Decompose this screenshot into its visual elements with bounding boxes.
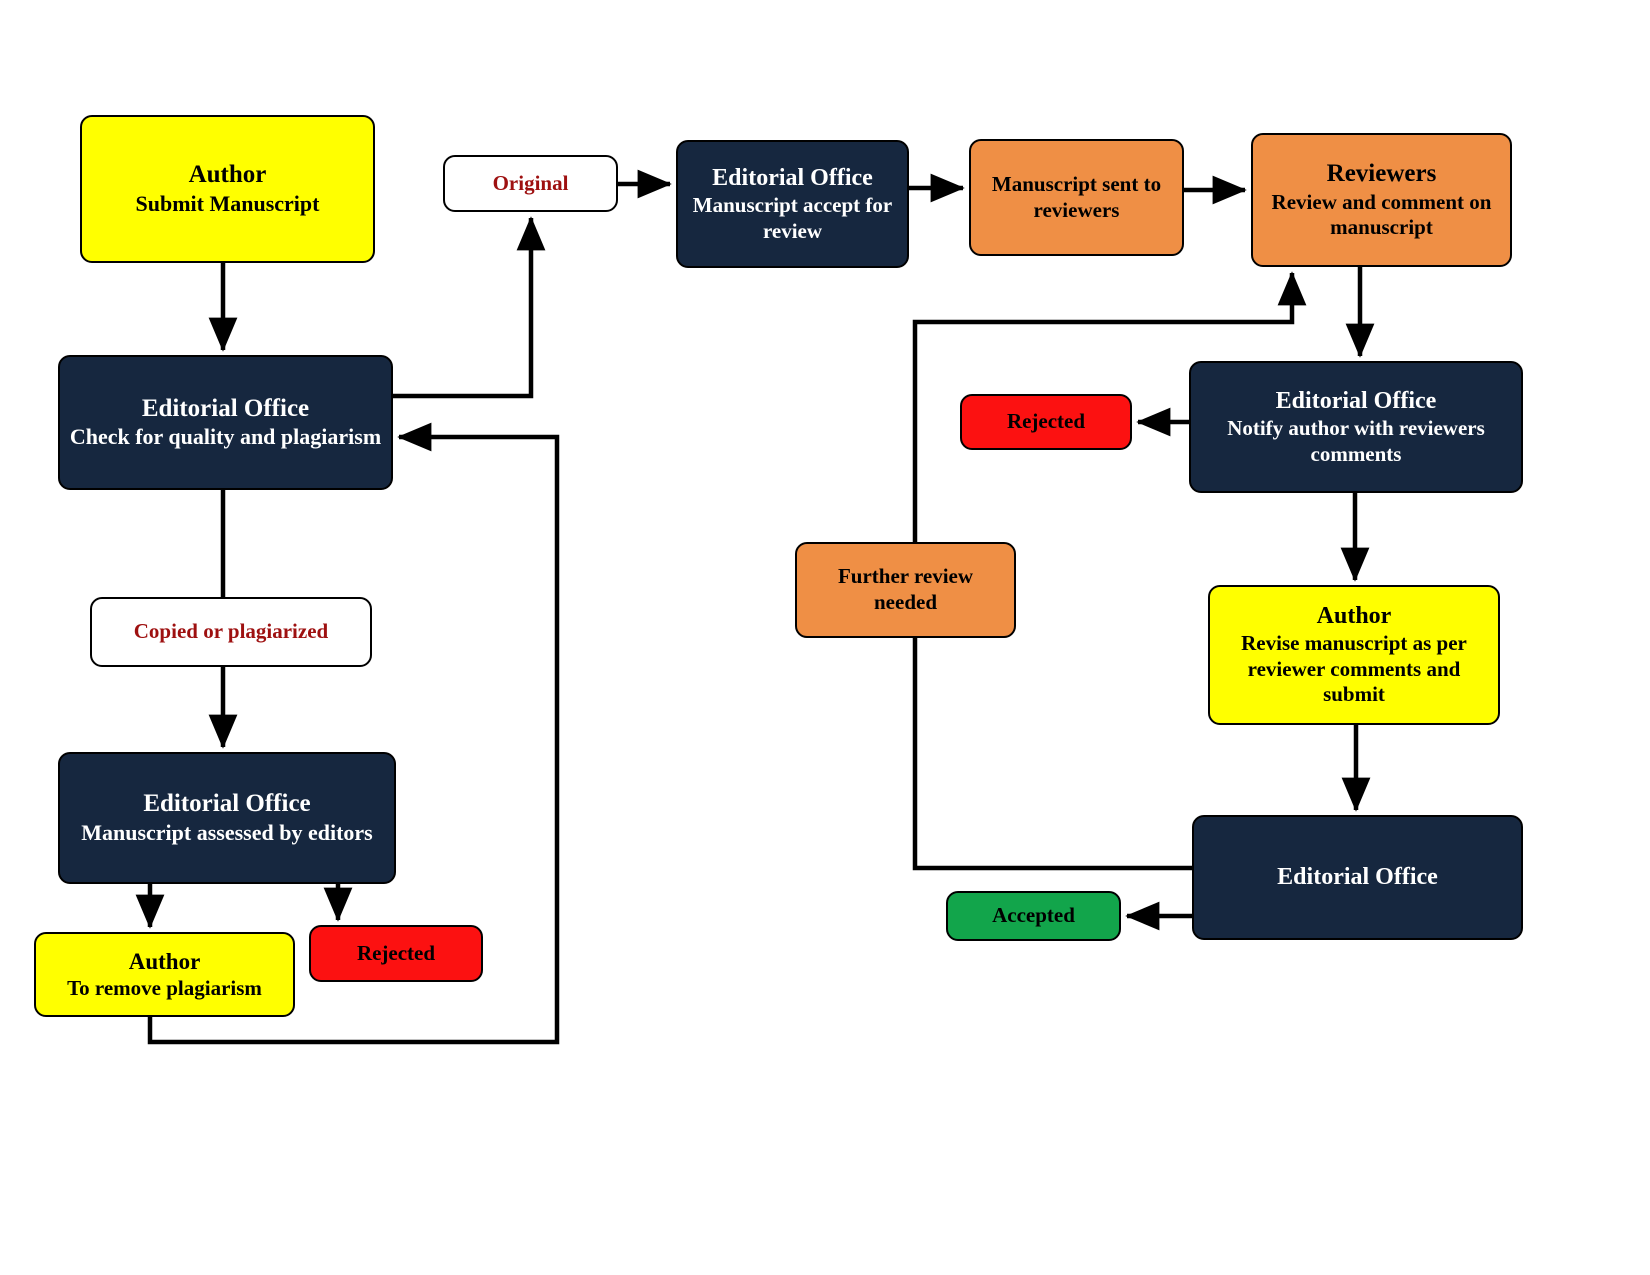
node-further-review[interactable] bbox=[795, 542, 1016, 638]
node-subtitle: Notify author with reviewers comments bbox=[1227, 416, 1485, 466]
node-subtitle: Rejected bbox=[1006, 409, 1086, 434]
node-subtitle: Submit Manuscript bbox=[135, 190, 320, 216]
node-editorial-check[interactable] bbox=[58, 355, 393, 490]
node-subtitle: Revise manuscript as per reviewer comments and submit bbox=[1241, 631, 1467, 707]
node-editorial-accept-review[interactable] bbox=[676, 140, 909, 268]
node-editorial-notify[interactable] bbox=[1189, 361, 1523, 493]
node-author-submit[interactable] bbox=[80, 115, 375, 263]
node-title: Editorial Office bbox=[143, 790, 311, 818]
node-author-remove[interactable] bbox=[34, 932, 295, 1017]
node-rejected-right[interactable] bbox=[960, 394, 1132, 450]
node-title: Author bbox=[1316, 602, 1392, 629]
node-subtitle: To remove plagiarism bbox=[67, 975, 262, 1000]
node-subtitle: Rejected bbox=[356, 940, 436, 965]
node-subtitle: Original bbox=[492, 170, 569, 195]
node-subtitle: Manuscript accept for review bbox=[692, 193, 893, 243]
node-title: Editorial Office bbox=[141, 394, 310, 422]
node-editorial-final[interactable] bbox=[1192, 815, 1523, 940]
node-subtitle: Review and comment on manuscript bbox=[1271, 189, 1492, 240]
node-title: Author bbox=[128, 948, 201, 974]
node-sent-to-reviewers[interactable] bbox=[969, 139, 1184, 256]
node-author-revise[interactable] bbox=[1208, 585, 1500, 725]
node-reviewers[interactable] bbox=[1251, 133, 1512, 267]
node-subtitle: Copied or plagiarized bbox=[133, 619, 329, 644]
node-title: Reviewers bbox=[1326, 160, 1437, 188]
node-label-copied[interactable] bbox=[90, 597, 372, 667]
node-subtitle: Further review needed bbox=[837, 564, 974, 614]
node-subtitle: Check for quality and plagiarism bbox=[69, 424, 382, 450]
node-subtitle: Manuscript assessed by editors bbox=[81, 819, 373, 845]
node-title: Editorial Office bbox=[712, 164, 873, 191]
edge-editorial-check-to-label-original bbox=[393, 218, 531, 396]
node-subtitle: Manuscript sent to reviewers bbox=[991, 171, 1162, 222]
node-title: Editorial Office bbox=[1275, 387, 1437, 414]
node-accepted[interactable] bbox=[946, 891, 1121, 941]
node-rejected-left[interactable] bbox=[309, 925, 483, 982]
node-subtitle: Accepted bbox=[992, 903, 1075, 928]
node-title: Author bbox=[188, 161, 267, 189]
node-title: Editorial Office bbox=[1277, 863, 1438, 890]
node-editorial-assessed[interactable] bbox=[58, 752, 396, 884]
node-label-original[interactable] bbox=[443, 155, 618, 212]
